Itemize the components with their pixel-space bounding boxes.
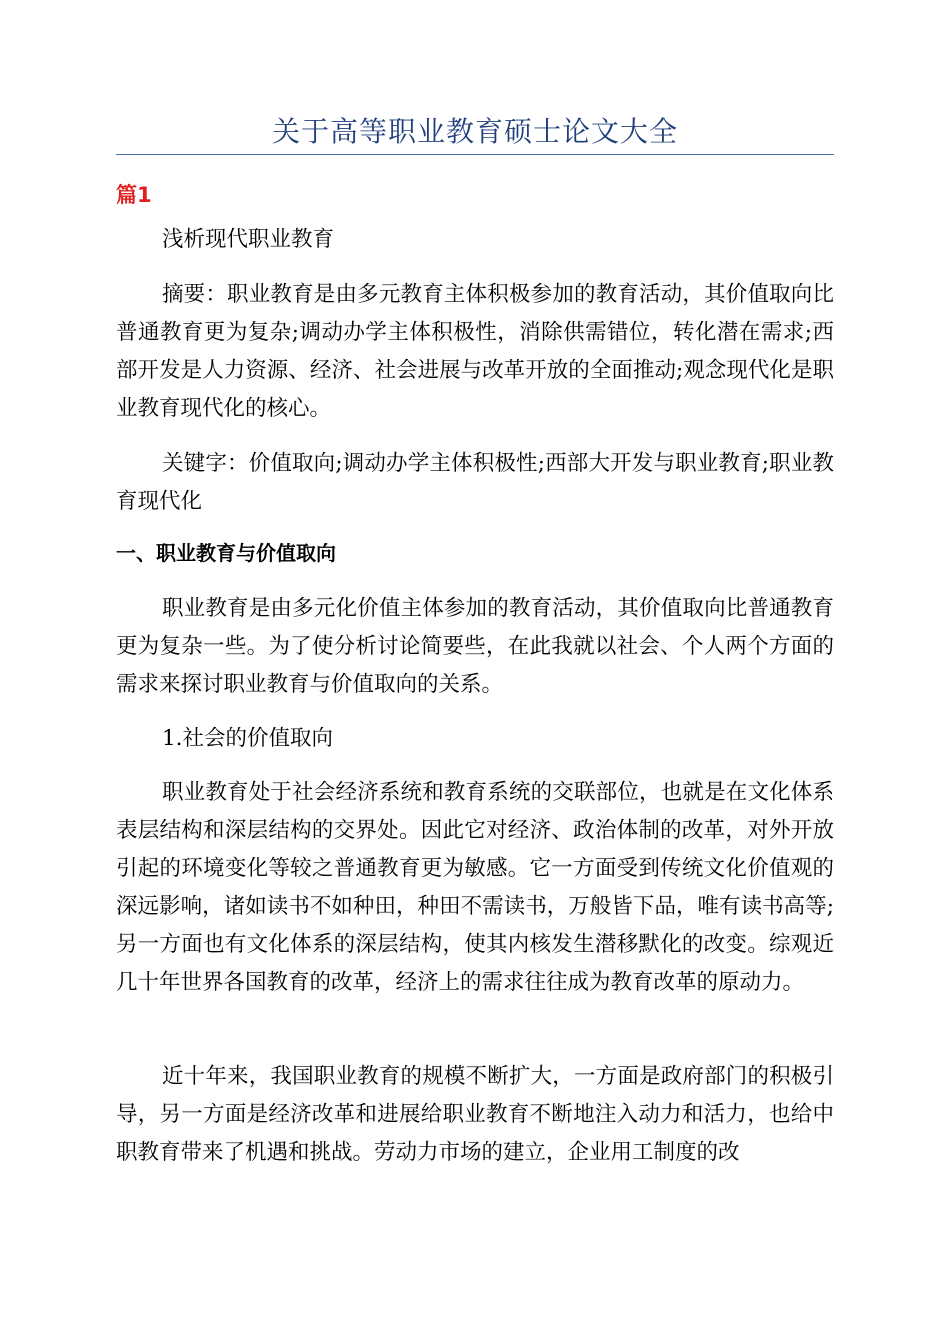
keywords-paragraph: 关键字：价值取向;调动办学主体积极性;西部大开发与职业教育;职业教育现代化: [116, 451, 834, 514]
body-paragraph: 近十年来，我国职业教育的规模不断扩大，一方面是政府部门的积极引导，另一方面是经济改革和进展给职业教育不断地注入动力和活力，也给中职教育带来了机遇和挑战。劳动力市场的建立，企业用工制度的改: [116, 1064, 834, 1165]
article-title: 浅析现代职业教育: [162, 227, 335, 252]
section-label: 篇1: [116, 183, 152, 207]
subheading: 1.社会的价值取向: [162, 726, 334, 751]
body-paragraph: 职业教育是由多元化价值主体参加的教育活动，其价值取向比普通教育更为复杂一些。为了使分析讨论简要些，在此我就以社会、个人两个方面的需求来探讨职业教育与价值取向的关系。: [116, 596, 834, 697]
section-heading: 一、职业教育与价值取向: [116, 541, 336, 565]
document-title: 关于高等职业教育硕士论文大全: [271, 115, 678, 148]
body-paragraph: 职业教育处于社会经济系统和教育系统的交联部位，也就是在文化体系表层结构和深层结构的交界处。因此它对经济、政治体制的改革，对外开放引起的环境变化等较之普通教育更为敏感。它一方面受到传统文化价值观的深远影响，诸如读书不如种田，种田不需读书，万般皆下品，唯有读书高等;另一方面也有文化体系的深层结构，使其内核发生潜移默化的改变。综观近几十年世界各国教育的改革，经济上的需求往往成为教育改革的原动力。: [116, 780, 834, 995]
title-underline: [116, 154, 834, 155]
abstract-paragraph: 摘要：职业教育是由多元教育主体积极参加的教育活动，其价值取向比普通教育更为复杂;调动办学主体积极性，消除供需错位，转化潜在需求;西部开发是人力资源、经济、社会进展与改革开放的全面推动;观念现代化是职业教育现代化的核心。: [116, 282, 834, 421]
